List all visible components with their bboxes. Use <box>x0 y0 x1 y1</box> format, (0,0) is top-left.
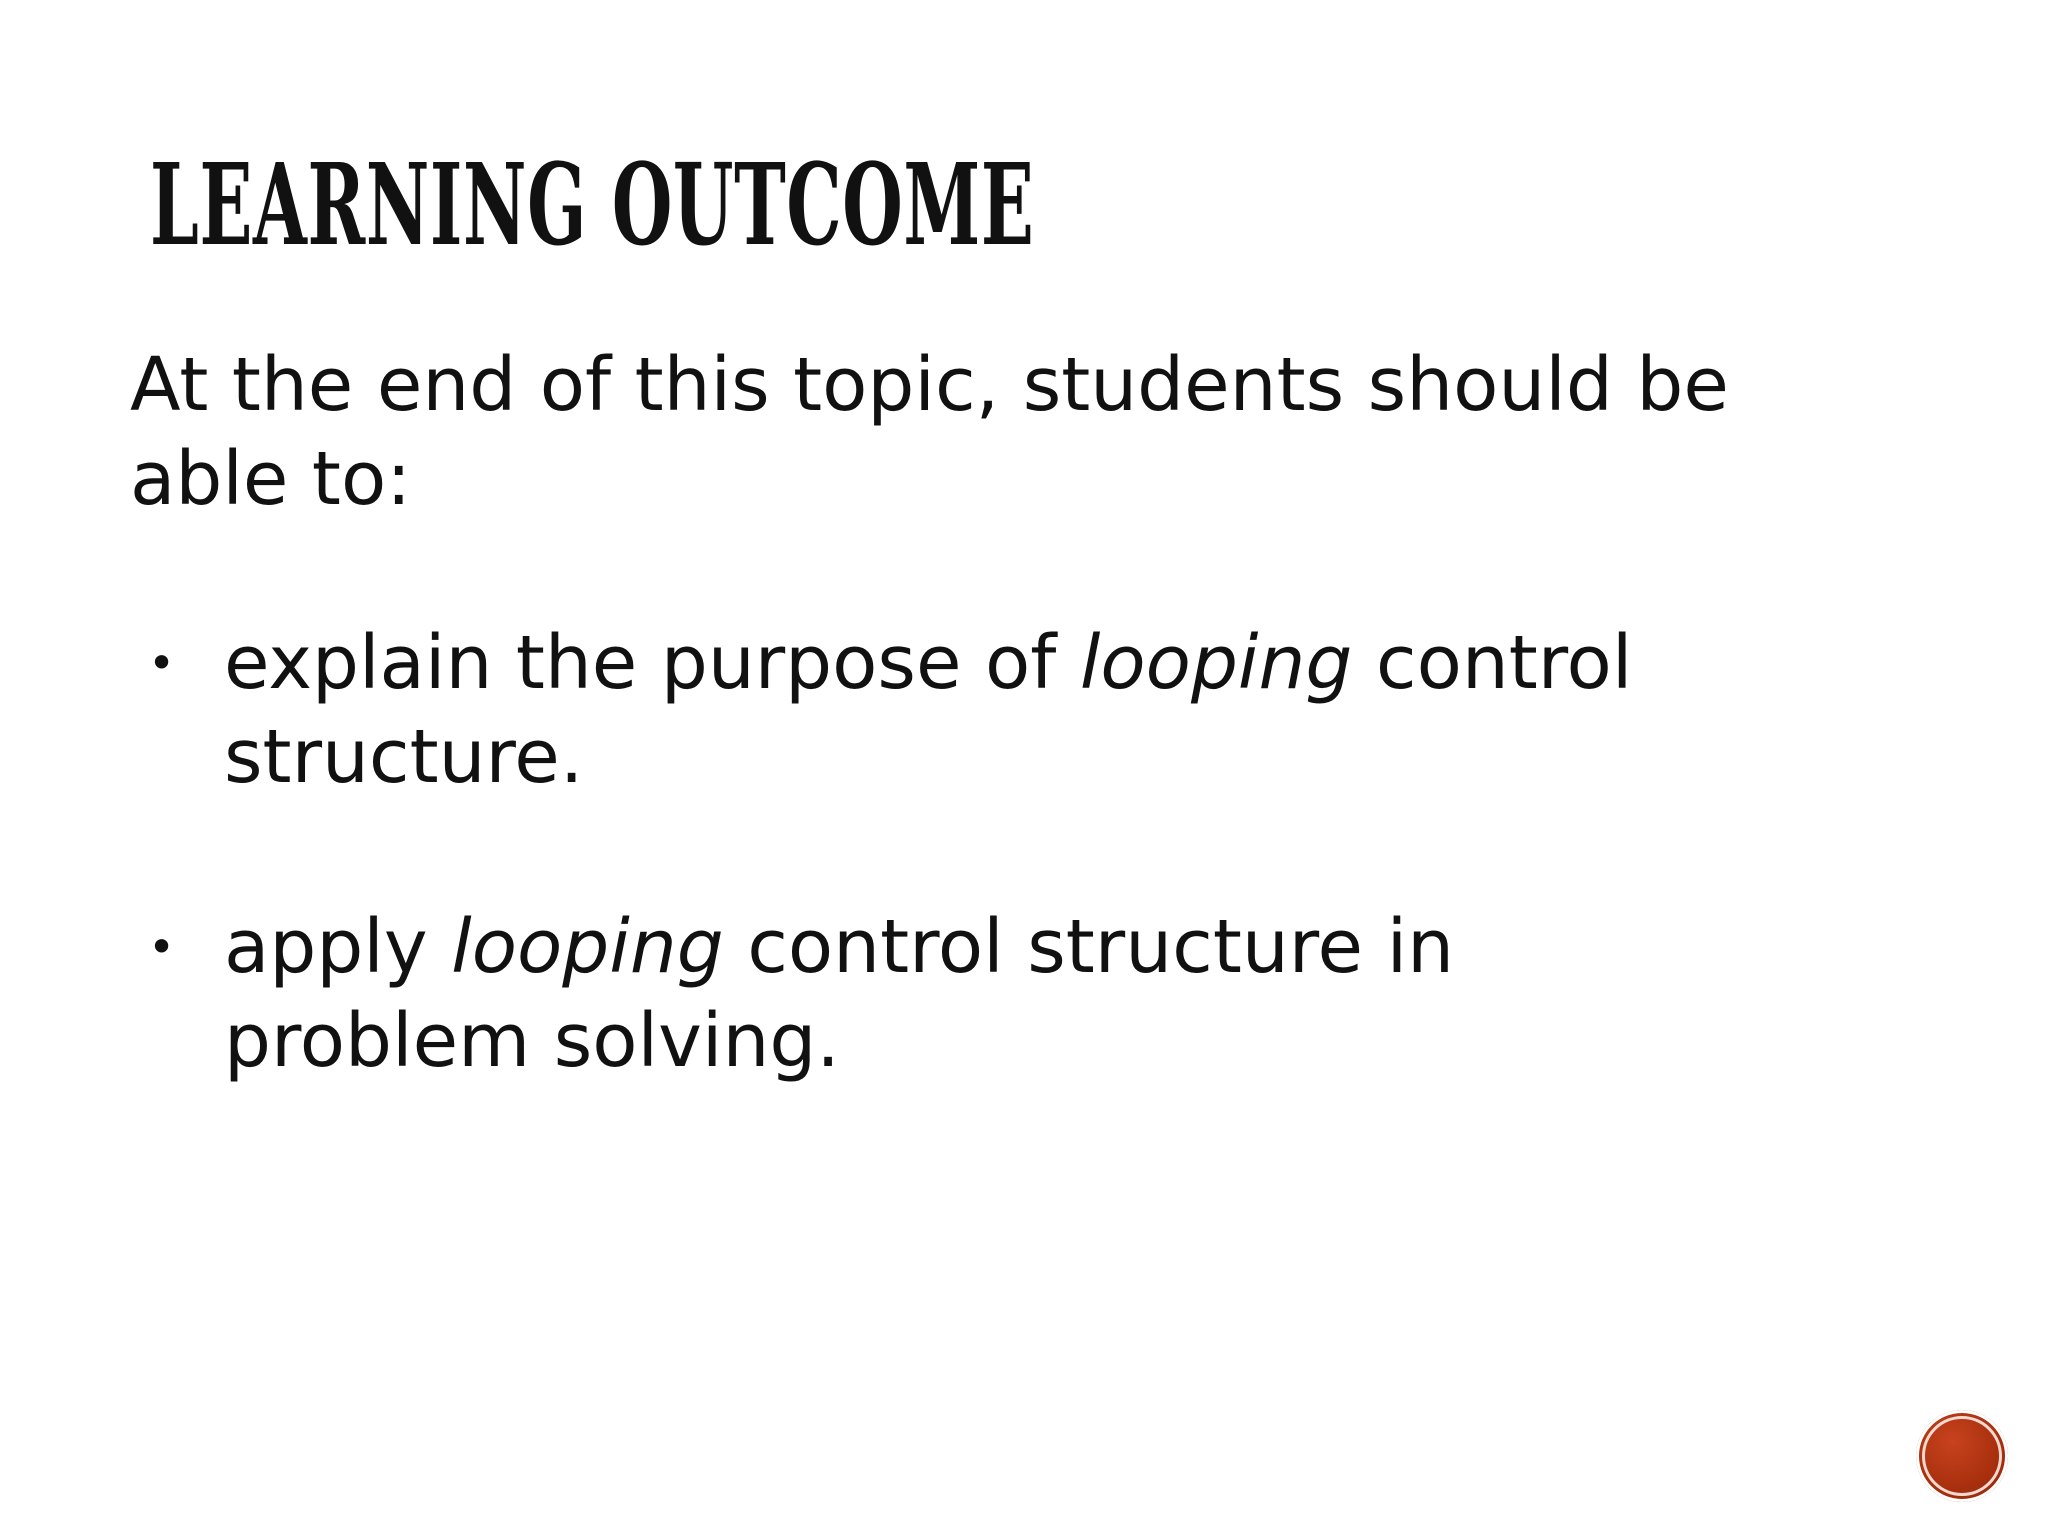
outcome-item <box>148 616 1748 804</box>
emphasis-text: looping <box>451 904 724 990</box>
circle-badge-icon <box>1916 1410 2008 1502</box>
outcome-text: apply looping control structure in problem solving. <box>224 904 1455 1084</box>
slide-title: LEARNING OUTCOME <box>150 140 1035 271</box>
badge-ring <box>1922 1416 2002 1496</box>
intro-text: At the end of this topic, students should be able to: <box>130 342 1729 522</box>
bullet-icon: • <box>148 920 176 974</box>
emphasis-text: looping <box>1079 620 1353 706</box>
outcome-item <box>148 900 1748 1088</box>
outcome-list <box>148 616 1748 1088</box>
bullet-icon: • <box>148 636 176 690</box>
outcome-text: explain the purpose of looping control structure. <box>224 620 1633 800</box>
